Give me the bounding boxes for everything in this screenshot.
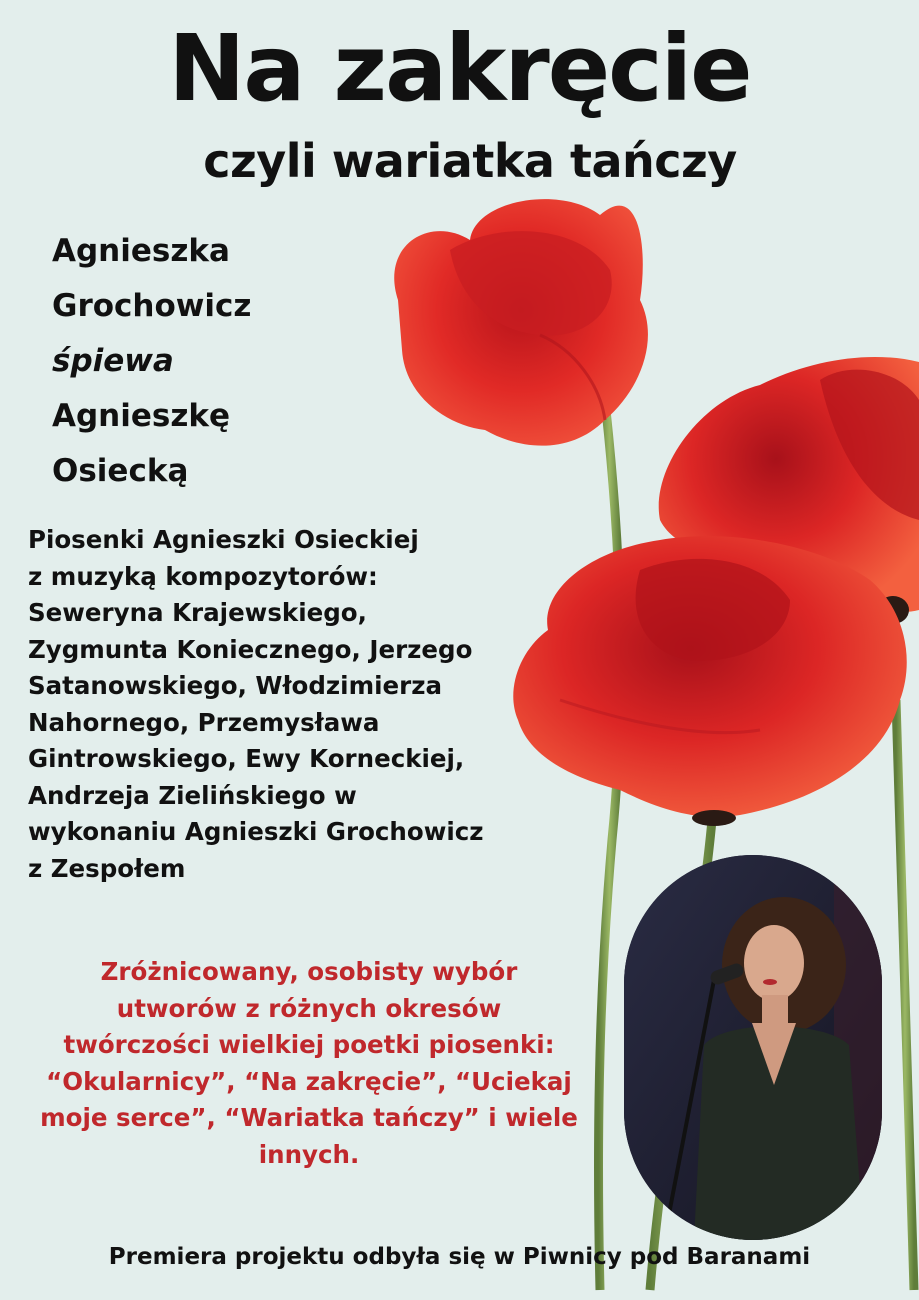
poster-title: Na zakręcie [168,15,751,122]
program-line: Andrzeja Zielińskiego w [28,780,357,810]
poppy-stem [896,700,914,1290]
highlight-line: Zróżnicowany, osobisty wybór [100,957,518,986]
singer-figure [624,855,882,1240]
program-line: Seweryna Krajewskiego, [28,598,367,627]
highlight-line: “Okularnicy”, “Na zakręcie”, “Uciekaj [46,1066,572,1096]
performer-line: śpiewa [52,343,174,379]
program-line: z muzyką kompozytorów: [28,561,378,591]
program-line: Nahornego, Przemysława [28,707,380,737]
highlight-line: innych. [258,1139,360,1169]
program-line: wykonaniu Agnieszki Grochowicz [28,817,484,846]
performer-line: Grochowicz [52,288,252,324]
premiere-note: Premiera projektu odbyła się w Piwnicy pod Baranami [108,1244,811,1270]
performer-block [52,224,251,499]
poppy-flower [394,199,648,446]
program-line: Zygmunta Koniecznego, Jerzego [28,634,473,664]
poster-subtitle: czyli wariatka tańczy [203,134,737,188]
highlight-text [14,954,604,1173]
performer-line: Agnieszkę [52,398,231,434]
program-line: Piosenki Agnieszki Osieckiej [28,525,419,554]
singer-photo [624,855,882,1240]
highlight-line: moje serce”, “Wariatka tańczy” i wiele [40,1103,578,1132]
highlight-line: twórczości wielkiej poetki piosenki: [63,1030,555,1059]
program-line: z Zespołem [28,853,186,883]
performer-line: Agnieszka [52,233,230,269]
program-line: Gintrowskiego, Ewy Korneckiej, [28,744,465,773]
program-description [28,522,568,887]
highlight-line: utworów z różnych okresów [116,993,502,1023]
program-line: Satanowskiego, Włodzimierza [28,671,442,700]
performer-line: Osiecką [52,453,189,489]
poppy-flower [513,536,906,826]
